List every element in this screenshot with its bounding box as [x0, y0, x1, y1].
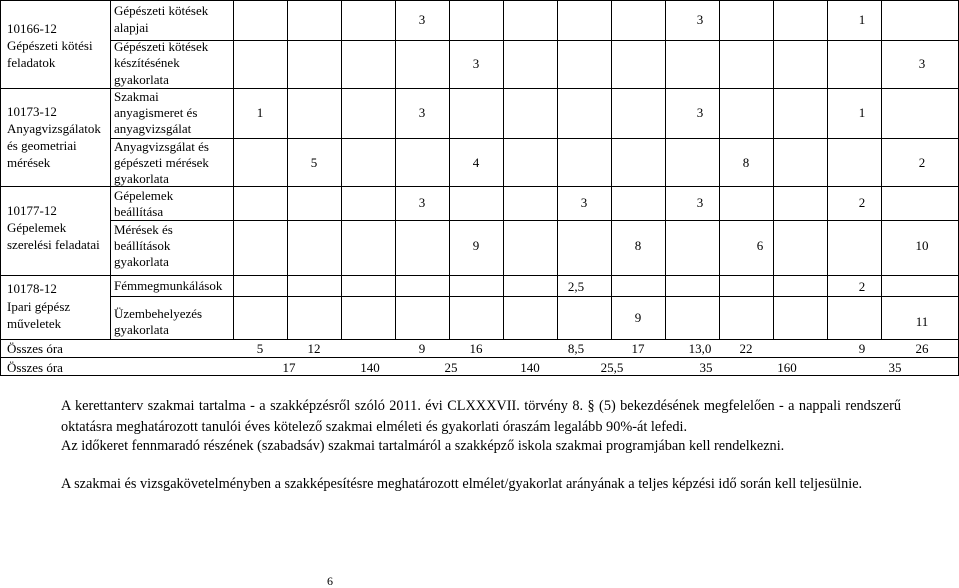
page-number: 6 — [327, 574, 333, 588]
total-cell: 5 — [256, 341, 264, 356]
subject-name: gépészeti mérések — [114, 155, 209, 170]
table-cell: 3 — [580, 195, 588, 210]
total-cell: 25 — [444, 360, 458, 375]
table-cell: 9 — [472, 238, 480, 253]
subject-name: gyakorlata — [114, 254, 169, 269]
subject-name: gyakorlata — [114, 322, 169, 337]
table-cell: 1 — [858, 105, 866, 120]
total-cell: 12 — [307, 341, 321, 356]
total-cell: 17 — [282, 360, 296, 375]
table-cell: 2 — [858, 279, 866, 294]
total-cell: 140 — [360, 360, 380, 375]
group-title: műveletek — [7, 316, 62, 331]
subject-name: Mérések és — [114, 222, 173, 237]
total-label: Összes óra — [7, 341, 63, 356]
table-cell: 11 — [915, 314, 929, 329]
subject-name: Gépészeti kötések — [114, 3, 209, 18]
table-cell: 4 — [472, 155, 480, 170]
table-cell: 10 — [915, 238, 929, 253]
group-title: és geometriai — [7, 138, 77, 153]
total-cell: 8,5 — [567, 341, 585, 356]
paragraph-ratio: A szakmai és vizsgakövetelményben a szakképesítésre meghatározott elmélet/gyakorlat arányának a teljes képzési idő során kell teljesülnie. — [61, 476, 863, 492]
subject-name: beállítások — [114, 238, 171, 253]
group-code: 10166-12 — [7, 21, 57, 36]
subject-name: anyagismeret és — [114, 105, 198, 120]
total-cell: 22 — [739, 341, 753, 356]
table-cell: 1 — [858, 12, 866, 27]
table-cell: 5 — [310, 155, 318, 170]
table-cell: 1 — [256, 105, 264, 120]
subject-name: anyagvizsgálat — [114, 121, 192, 136]
group-title: Gépelemek — [7, 220, 67, 235]
table-cell: 3 — [472, 56, 480, 71]
total-cell: 140 — [520, 360, 540, 375]
group-code: 10177-12 — [7, 203, 57, 218]
table-cell: 3 — [418, 105, 426, 120]
subject-name: Gépészeti kötések — [114, 39, 209, 54]
group-title: mérések — [7, 155, 51, 170]
table-cell: 9 — [634, 310, 642, 325]
group-title: Ipari gépész — [7, 299, 71, 314]
subject-name: alapjai — [114, 20, 149, 35]
subject-name: beállítása — [114, 204, 164, 219]
subject-name: Gépelemek — [114, 188, 174, 203]
table-cell: 2 — [918, 155, 926, 170]
group-code: 10178-12 — [7, 281, 57, 296]
total-cell: 26 — [915, 341, 929, 356]
table-cell: 3 — [696, 12, 704, 27]
group-title: feladatok — [7, 55, 56, 70]
table-cell: 3 — [418, 195, 426, 210]
table-cell: 3 — [918, 56, 926, 71]
total-cell: 16 — [469, 341, 483, 356]
total-label: Összes óra — [7, 360, 63, 375]
total-cell: 35 — [699, 360, 713, 375]
paragraph-timeframe: Az időkeret fennmaradó részének (szabadsáv) szakmai tartalmáról a szakképző iskola szakmai programjában kell rendelkezni. — [61, 438, 785, 454]
total-cell: 9 — [418, 341, 426, 356]
group-code: 10173-12 — [7, 104, 57, 119]
subject-name: Anyagvizsgálat és — [114, 139, 209, 154]
total-cell: 160 — [777, 360, 797, 375]
subject-name: Fémmegmunkálások — [114, 278, 223, 293]
table-cell: 6 — [756, 238, 764, 253]
subject-name: Üzembehelyezés — [114, 306, 203, 321]
table-cell: 3 — [696, 105, 704, 120]
paragraph-framework: A kerettanterv szakmai tartalma - a szakképzésről szóló 2011. évi CLXXXVII. törvény 8. § (5) bekezdésének megfelelően - a nappali rendszerű oktatásra meghatározott tanulói éves kötelező szakmai elméleti és gyakorlati óraszám legalább 90%-át lefedi. — [61, 398, 901, 435]
total-cell: 17 — [631, 341, 645, 356]
subject-name: gyakorlata — [114, 171, 169, 186]
group-title: szerelési feladatai — [7, 237, 100, 252]
subject-name: készítésének — [114, 55, 180, 70]
group-title: Gépészeti kötési — [7, 38, 93, 53]
total-cell: 13,0 — [688, 341, 712, 356]
group-title: Anyagvizsgálatok — [7, 121, 101, 136]
table-cell: 3 — [696, 195, 704, 210]
table-cell: 2,5 — [567, 279, 585, 294]
table-cell: 2 — [858, 195, 866, 210]
total-cell: 35 — [888, 360, 902, 375]
subject-name: Szakmai — [114, 89, 159, 104]
total-cell: 9 — [858, 341, 866, 356]
table-cell: 3 — [418, 12, 426, 27]
subject-name: gyakorlata — [114, 72, 169, 87]
table-cell: 8 — [634, 238, 642, 253]
total-cell: 25,5 — [600, 360, 624, 375]
table-cell: 8 — [742, 155, 750, 170]
